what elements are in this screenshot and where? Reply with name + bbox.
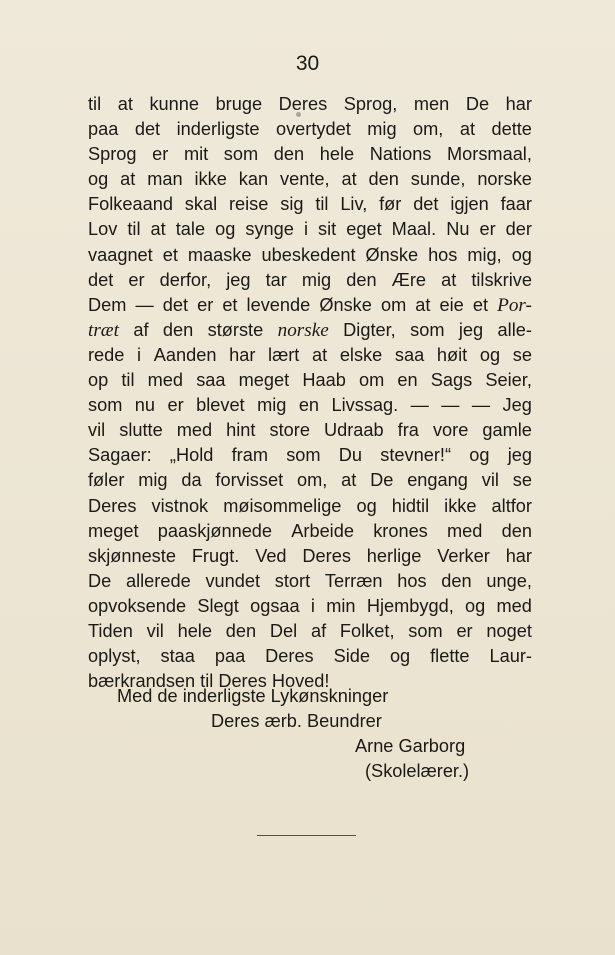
word: den: [441, 570, 472, 591]
word: Maal.: [391, 219, 437, 240]
word: til: [200, 671, 214, 692]
word: kunne: [149, 94, 199, 114]
word: Slegt: [197, 595, 239, 616]
word: er: [479, 219, 496, 240]
word: Hoved!: [271, 671, 330, 692]
word: af: [133, 319, 149, 340]
word: forvisset: [215, 470, 284, 491]
signature-name: Arne Garborg: [355, 736, 466, 756]
word: Jeg: [502, 395, 532, 416]
word: Du: [338, 445, 363, 466]
word: et: [162, 244, 178, 265]
word: Livssag.: [331, 395, 399, 416]
divider-rule: [257, 835, 356, 836]
word: man: [147, 169, 183, 190]
word: —: [471, 395, 491, 416]
word: Side: [333, 646, 370, 667]
word: som: [408, 620, 443, 641]
word: overtydet: [275, 119, 351, 140]
word: flette: [430, 646, 470, 667]
word: maaske: [187, 244, 252, 265]
word: vaagnet: [88, 244, 153, 265]
word: blevet: [196, 395, 245, 416]
word: saa: [196, 370, 226, 391]
word: igjen: [450, 194, 489, 215]
word: men: [413, 94, 450, 114]
word: som: [410, 319, 445, 340]
word: Morsmaal,: [447, 144, 532, 165]
word: nu: [134, 395, 156, 416]
word: stort: [274, 570, 311, 591]
word: en: [397, 370, 418, 391]
word: at: [312, 344, 328, 365]
text-line: [88, 192, 532, 217]
word: med: [496, 595, 532, 616]
word: og: [215, 219, 236, 240]
word: at: [459, 119, 475, 140]
word: som: [88, 395, 123, 416]
word: og: [389, 646, 411, 667]
text-line: [88, 418, 532, 443]
word: i: [137, 344, 142, 365]
closing-line: Deres ærb. Beundrer: [211, 711, 382, 731]
word: paa: [88, 119, 119, 140]
word: at: [441, 269, 457, 290]
word: opvoksende: [88, 595, 187, 616]
word: det: [134, 119, 161, 140]
word: —: [441, 395, 460, 416]
word: den: [501, 520, 532, 541]
word: Folkeaand: [88, 194, 173, 215]
word: da: [181, 470, 202, 491]
word: er: [456, 620, 473, 641]
word: Por-: [497, 294, 532, 316]
word: træt: [88, 319, 119, 341]
word: Seier,: [485, 370, 532, 391]
word: Nations: [369, 144, 432, 165]
word: se: [512, 470, 532, 491]
word: vente,: [280, 169, 330, 190]
word: paa: [214, 646, 246, 667]
text-line: [88, 343, 532, 368]
word: tale: [175, 219, 206, 240]
word: den: [368, 169, 399, 190]
word: hint: [226, 420, 256, 441]
word: og: [479, 344, 501, 365]
word: krones: [373, 520, 428, 541]
word: op: [88, 370, 109, 391]
word: møisommelige: [223, 495, 342, 516]
word: levende: [246, 294, 311, 315]
word: reise: [228, 194, 269, 215]
word: om,: [296, 470, 328, 491]
word: før: [379, 194, 402, 215]
word: oplyst,: [88, 646, 141, 667]
word: Deres: [218, 671, 267, 692]
word: fra: [397, 420, 419, 441]
word: den: [346, 269, 377, 290]
word: Hjembygd,: [366, 595, 454, 616]
text-line: [88, 117, 532, 142]
word: høit: [436, 344, 468, 365]
word: eget: [346, 219, 382, 240]
word: hele: [319, 144, 355, 165]
word: dette: [491, 119, 532, 140]
word: hidtil: [391, 495, 430, 516]
word: bruge: [215, 94, 263, 114]
word: med: [447, 520, 483, 541]
word: paaskjønnede: [157, 520, 273, 541]
word: noget: [486, 620, 532, 641]
word: at: [150, 219, 166, 240]
word: hele: [177, 620, 212, 641]
word: skjønneste: [88, 545, 176, 566]
word: der: [505, 219, 532, 240]
word: mig: [367, 119, 397, 140]
word: Nu: [446, 219, 470, 240]
word: synge: [245, 219, 294, 240]
word: det: [88, 269, 114, 290]
word: De: [88, 570, 112, 591]
word: bærkrandsen: [88, 671, 196, 692]
text-line: [88, 544, 532, 569]
word: meget: [88, 520, 139, 541]
word: jeg: [226, 269, 251, 290]
text-line: [88, 468, 532, 493]
word: er: [128, 269, 145, 290]
word: det: [413, 194, 439, 215]
word: elske: [339, 344, 383, 365]
word: norske: [477, 169, 532, 190]
word: i: [310, 595, 315, 616]
word: herlige: [366, 545, 422, 566]
word: et: [472, 294, 489, 315]
word: jeg: [507, 445, 532, 466]
word: jeg: [458, 319, 484, 340]
word: den: [225, 620, 257, 641]
word: Digter,: [343, 319, 396, 340]
word: Terræn: [324, 570, 383, 591]
word: Ære: [391, 269, 427, 290]
word: mit: [183, 144, 209, 165]
signature-title: (Skolelærer.): [365, 761, 470, 781]
word: skal: [184, 194, 218, 215]
text-line: [88, 644, 532, 669]
word: og: [511, 244, 532, 265]
word: stevner!“: [380, 445, 452, 466]
word: vil: [146, 620, 164, 641]
text-line: [88, 217, 532, 242]
word: mig,: [467, 244, 502, 265]
text-line: [88, 167, 532, 192]
page-number: 30: [295, 52, 320, 75]
text-line: [88, 569, 532, 594]
word: unge,: [486, 570, 532, 591]
text-line: [88, 494, 532, 519]
word: Deres: [278, 94, 328, 114]
word: at: [341, 169, 357, 190]
word: det: [162, 294, 189, 315]
word: saa: [394, 344, 425, 365]
word: norske: [277, 319, 329, 341]
word: Haab: [302, 370, 346, 391]
word: vore: [432, 420, 469, 441]
word: Tiden: [88, 620, 133, 641]
word: Verker: [437, 545, 490, 566]
word: at: [117, 94, 133, 114]
word: vil: [481, 470, 499, 491]
word: og: [356, 495, 377, 516]
word: Laur-: [489, 646, 532, 667]
text-line: [88, 243, 532, 268]
word: til: [88, 94, 102, 114]
word: med: [147, 370, 184, 391]
word: ikke: [194, 169, 227, 190]
word: Ønske: [365, 244, 419, 265]
word: til: [127, 219, 141, 240]
word: i: [303, 219, 308, 240]
text-line: [88, 519, 532, 544]
word: om: [358, 370, 385, 391]
word: faar: [500, 194, 532, 215]
word: altfor: [491, 495, 532, 516]
word: at: [120, 169, 136, 190]
word: vistnok: [151, 495, 209, 516]
letter-body: [88, 92, 532, 694]
word: vil: [88, 420, 106, 441]
word: at: [341, 470, 357, 491]
word: har: [229, 344, 256, 365]
text-line: [88, 268, 532, 293]
word: engang: [407, 470, 468, 491]
word: Ønske: [319, 294, 372, 315]
word: min: [326, 595, 356, 616]
word: Deres: [88, 495, 137, 516]
word: tar: [265, 269, 287, 290]
word: sunde,: [410, 169, 466, 190]
word: har: [505, 94, 532, 114]
word: vundet: [205, 570, 261, 591]
word: Deres: [302, 545, 351, 566]
word: mig: [138, 470, 168, 491]
word: sig: [280, 194, 304, 215]
word: „Hold: [169, 445, 214, 466]
word: rede: [88, 344, 125, 365]
word: Folket,: [339, 620, 395, 641]
word: De: [465, 94, 490, 114]
closing-greeting: Med de inderligste Lykønskninger: [117, 686, 389, 706]
word: staa: [160, 646, 195, 667]
word: som: [286, 445, 321, 466]
word: eie: [439, 294, 464, 315]
word: og: [469, 445, 490, 466]
word: om,: [413, 119, 444, 140]
word: mig: [301, 269, 332, 290]
word: alle-: [497, 319, 532, 340]
word: —: [135, 294, 154, 315]
word: Del: [269, 620, 298, 641]
word: ikke: [444, 495, 477, 516]
word: Arbeide: [291, 520, 354, 541]
text-line: [88, 619, 532, 644]
word: et: [222, 294, 238, 315]
word: hos: [428, 244, 458, 265]
word: allerede: [125, 570, 191, 591]
word: derfor,: [159, 269, 212, 290]
word: kan: [238, 169, 269, 190]
word: Sagaer:: [88, 445, 152, 466]
word: er: [167, 395, 184, 416]
word: at: [415, 294, 431, 315]
word: Lov: [88, 219, 118, 240]
word: Dem: [88, 294, 127, 315]
text-line: [88, 293, 532, 318]
text-line: [88, 318, 532, 343]
word: gamle: [482, 420, 532, 441]
word: største: [207, 319, 264, 340]
word: har: [505, 545, 532, 566]
word: slutte: [119, 420, 163, 441]
word: mig: [257, 395, 287, 416]
word: hos: [397, 570, 427, 591]
word: sit: [318, 219, 337, 240]
word: Frugt.: [191, 545, 240, 566]
word: —: [410, 395, 429, 416]
word: som: [223, 144, 259, 165]
word: ubeskedent: [261, 244, 356, 265]
word: med: [176, 420, 213, 441]
word: Sags: [430, 370, 473, 391]
word: De: [370, 470, 394, 491]
word: store: [269, 420, 310, 441]
word: om: [380, 294, 407, 315]
word: Aanden: [153, 344, 217, 365]
word: Udraab: [323, 420, 384, 441]
word: er: [152, 144, 169, 165]
text-line: [88, 92, 532, 117]
word: inderligste: [176, 119, 260, 140]
text-line: [88, 443, 532, 468]
word: den: [273, 144, 305, 165]
word: en: [298, 395, 320, 416]
word: er: [197, 294, 214, 315]
word: fram: [231, 445, 268, 466]
word: meget: [238, 370, 290, 391]
word: til: [315, 194, 329, 215]
text-line: [88, 142, 532, 167]
word: Sprog,: [343, 94, 398, 114]
word: den: [162, 319, 194, 340]
text-line: [88, 368, 532, 393]
text-line: [88, 594, 532, 619]
word: se: [512, 344, 532, 365]
word: Ved: [255, 545, 287, 566]
word: ogsaa: [250, 595, 300, 616]
word: og: [465, 595, 486, 616]
word: lært: [268, 344, 300, 365]
word: af: [310, 620, 327, 641]
word: til: [121, 370, 135, 391]
word: og: [88, 169, 109, 190]
word: føler: [88, 470, 125, 491]
word: Sprog: [88, 144, 137, 165]
text-line: [88, 393, 532, 418]
word: Liv,: [340, 194, 368, 215]
word: Deres: [265, 646, 314, 667]
word: tilskrive: [471, 269, 532, 290]
